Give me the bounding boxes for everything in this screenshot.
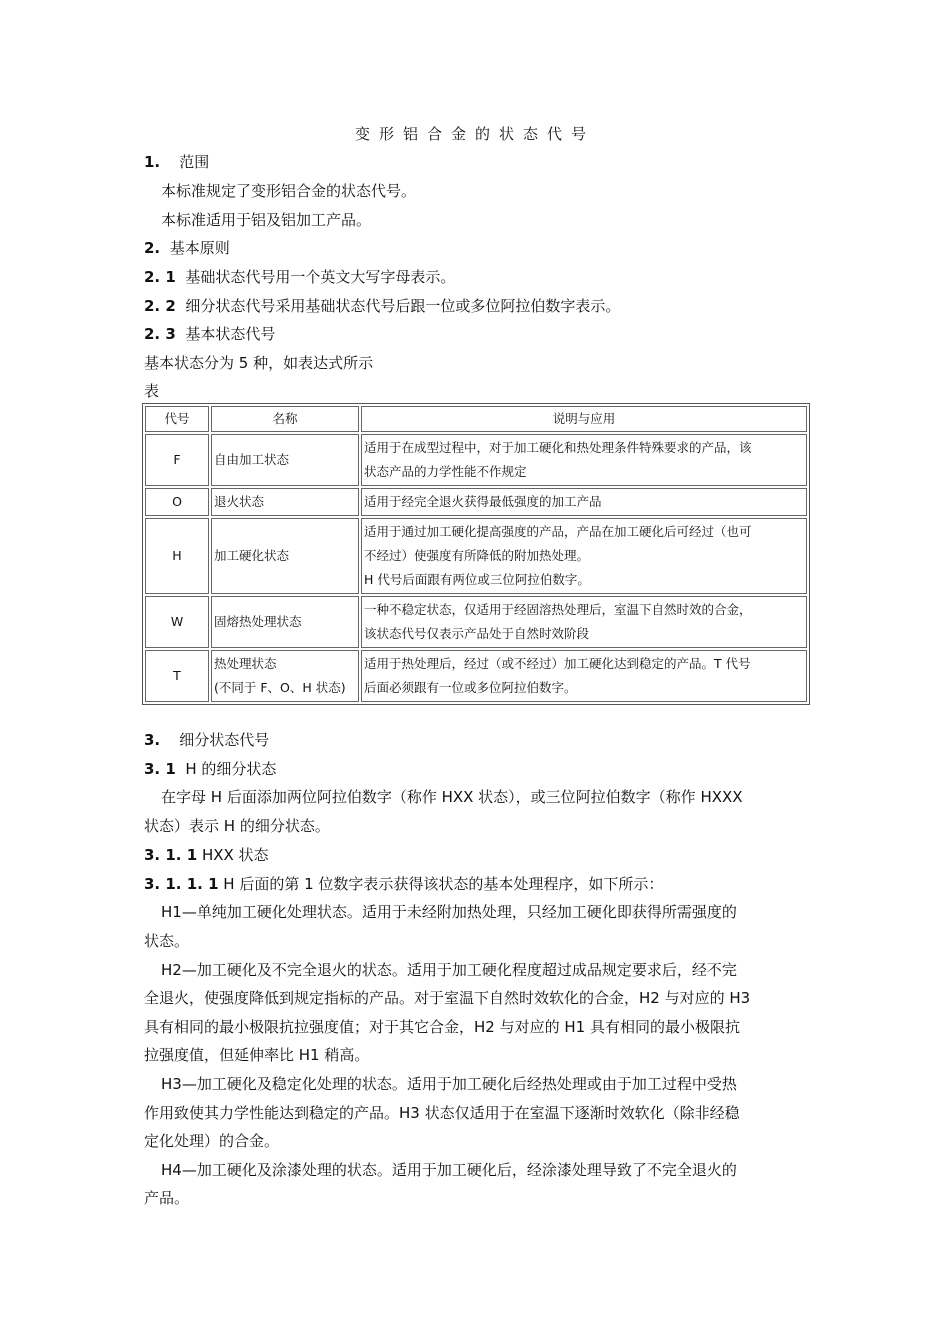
h3-line: 定化处理）的合金。 [144,1132,280,1150]
paragraph: 本标准规定了变形铝合金的状态代号。 [161,182,417,200]
h1-line: H1—单纯加工硬化处理状态。适用于未经附加热处理，只经加工硬化即获得所需强度的 [161,903,737,921]
desc-cell [361,488,807,516]
name-line: 退火状态 [214,494,265,509]
desc-line: 适用于在成型过程中，对于加工硬化和热处理条件特殊要求的产品，该 [364,440,752,455]
desc-line: 一种不稳定状态，仅适用于经固溶热处理后，室温下自然时效的合金， [364,602,752,617]
name-line: (不同于 F、O、H 状态) [214,680,346,695]
section-text: H 的细分状态 [185,760,277,778]
code-cell: H [145,518,209,594]
section-number: 3. [144,731,161,749]
code-cell: O [145,488,209,516]
section-text: 范围 [179,153,210,171]
name-line: 固熔热处理状态 [214,614,302,629]
desc-cell [361,518,807,594]
table-row [145,488,807,516]
desc-line: 适用于经完全退火获得最低强度的加工产品 [364,494,602,509]
desc-line: 状态产品的力学性能不作规定 [364,464,527,479]
desc-cell [361,596,807,648]
table-row [145,434,807,486]
name-cell [211,518,359,594]
section-number: 2. [144,239,161,257]
section-number: 2. 2 [144,297,176,315]
section-text: 细分状态代号 [179,731,270,749]
status-code-table [142,403,810,705]
table-row [145,596,807,648]
h3-line: 作用致使其力学性能达到稳定的产品。H3 状态仅适用于在室温下逐渐时效软化（除非经稳 [144,1104,740,1122]
desc-cell [361,434,807,486]
section-2-3-heading [144,324,275,344]
h1-line: 状态。 [144,932,190,950]
table-header-row [145,406,807,432]
paragraph: 基本状态分为 5 种，如表达式所示 [144,354,374,372]
h4-line: 产品。 [144,1189,190,1207]
table-label: 表 [144,382,160,400]
section-text: 基础状态代号用一个英文大写字母表示。 [185,268,456,286]
section-number: 3. 1. 1. 1 [144,875,219,893]
table-row [145,518,807,594]
section-number: 2. 1 [144,268,176,286]
name-cell [211,488,359,516]
desc-line: 适用于通过加工硬化提高强度的产品，产品在加工硬化后可经过（也可 [364,524,752,539]
section-text: 基本状态代号 [185,325,276,343]
section-text: H 后面的第 1 位数字表示获得该状态的基本处理程序，如下所示： [223,875,664,893]
section-1-heading [144,152,209,172]
section-3-1-1-heading [144,845,269,865]
section-2-1-heading [144,267,455,287]
name-cell [211,596,359,648]
section-text: HXX 状态 [201,846,269,864]
desc-line: 不经过）使强度有所降低的附加热处理。 [364,548,590,563]
section-number: 3. 1. 1 [144,846,198,864]
section-3-1-heading [144,759,276,779]
h2-line: 全退火，使强度降低到规定指标的产品。对于室温下自然时效软化的合金，H2 与对应的 H3 [144,989,751,1007]
name-line: 加工硬化状态 [214,548,290,563]
code-cell: F [145,434,209,486]
code-cell: T [145,650,209,702]
section-3-heading [144,730,269,750]
h2-line: 具有相同的最小极限抗拉强度值；对于其它合金，H2 与对应的 H1 具有相同的最小极限抗 [144,1018,740,1036]
paragraph: 本标准适用于铝及铝加工产品。 [161,211,372,229]
desc-line: H 代号后面跟有两位或三位阿拉伯数字。 [364,572,590,587]
section-2-2-heading [144,296,620,316]
section-text: 基本原则 [169,239,230,257]
paragraph-line: 状态）表示 H 的细分状态。 [144,817,330,835]
desc-line: 后面必须跟有一位或多位阿拉伯数字。 [364,680,577,695]
section-text: 细分状态代号采用基础状态代号后跟一位或多位阿拉伯数字表示。 [185,297,621,315]
desc-cell [361,650,807,702]
name-line: 热处理状态 [214,656,277,671]
section-number: 1. [144,153,161,171]
name-cell [211,434,359,486]
section-3-1-1-1-heading [144,874,663,894]
desc-line: 该状态代号仅表示产品处于自然时效阶段 [364,626,590,641]
header-cell: 说明与应用 [361,406,807,432]
name-line: 自由加工状态 [214,452,290,467]
section-number: 3. 1 [144,760,176,778]
section-2-heading [144,238,230,258]
document-title: 变形铝合金的状态代号 [354,125,595,143]
paragraph-line: 在字母 H 后面添加两位阿拉伯数字（称作 HXX 状态），或三位阿拉伯数字（称作 HXXX [161,788,743,806]
h2-line: 拉强度值，但延伸率比 H1 稍高。 [144,1046,370,1064]
code-cell: W [145,596,209,648]
header-cell: 名称 [211,406,359,432]
h4-line: H4—加工硬化及涂漆处理的状态。适用于加工硬化后，经涂漆处理导致了不完全退火的 [161,1161,737,1179]
section-number: 2. 3 [144,325,176,343]
h3-line: H3—加工硬化及稳定化处理的状态。适用于加工硬化后经热处理或由于加工过程中受热 [161,1075,737,1093]
name-cell [211,650,359,702]
header-cell: 代号 [145,406,209,432]
table-row [145,650,807,702]
h2-line: H2—加工硬化及不完全退火的状态。适用于加工硬化程度超过成品规定要求后，经不完 [161,961,737,979]
desc-line: 适用于热处理后，经过（或不经过）加工硬化达到稳定的产品。T 代号 [364,656,751,671]
